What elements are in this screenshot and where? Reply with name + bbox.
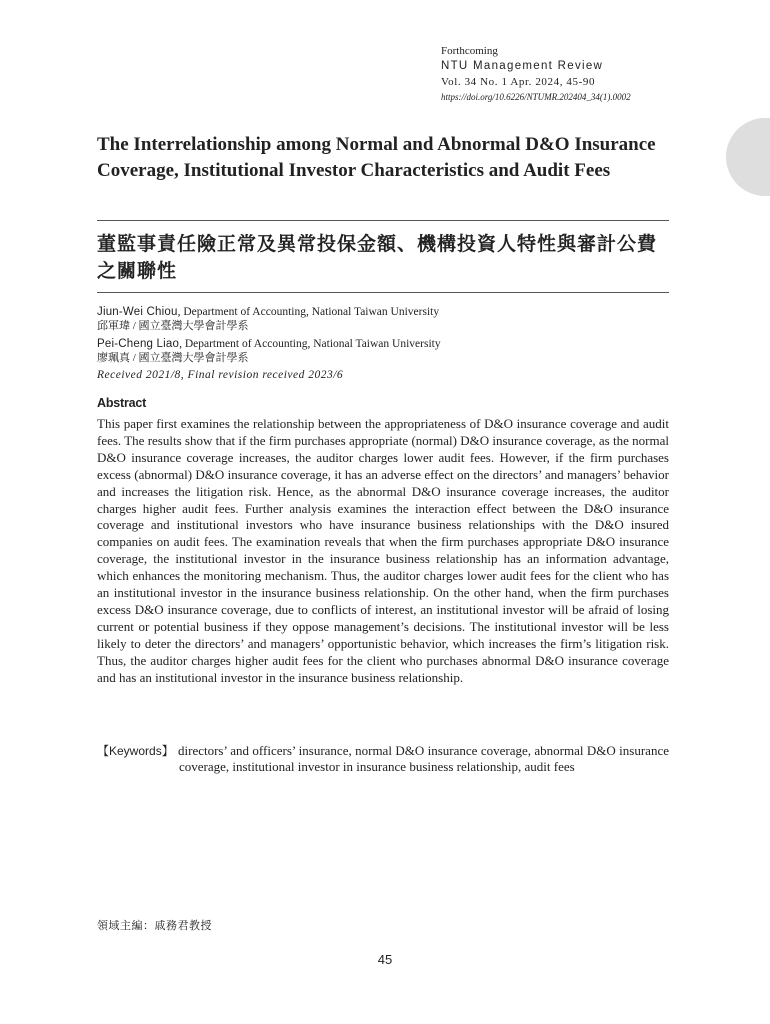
keywords-text: directors’ and officers’ insurance, normal D&O insurance coverage, abnormal D&O insurance coverage, institutional investor in insurance business relationship, audit fees [178,743,669,774]
author-1-name: Jiun-Wei Chiou [97,306,178,318]
author-2-affiliation: , Department of Accounting, National Taiwan University [179,338,441,350]
journal-doi: https://doi.org/10.6226/NTUMR.202404_34(1).0002 [441,92,631,102]
author-1-affiliation: , Department of Accounting, National Taiwan University [177,306,440,318]
section-editor: 領域主編：戚務君教授 [97,920,212,932]
title-divider-bottom [97,292,669,293]
paper-title-chinese: 董監事責任險正常及異常投保金額、機構投資人特性與審計公費之關聯性 [97,234,658,282]
author-2-name: Pei-Cheng Liao [97,338,180,350]
title-divider-top [97,220,669,221]
received-dates: Received 2021/8, Final revision received 2023/6 [97,369,344,381]
author-1-name-chinese: 邱軍瑋 / 國立臺灣大學會計學系 [97,320,249,332]
decorative-side-tab [726,118,770,196]
author-2 [97,337,441,351]
abstract-heading: Abstract [97,396,147,410]
journal-header [441,44,741,104]
author-1 [97,305,439,319]
abstract-text: This paper first examines the relationship between the appropriateness of D&O insurance coverage and audit fees. The results show that if the firm purchases appropriate (normal) D&O insurance coverage, as the normal D&O insurance coverage increases, the auditor charges lower audit fees. However, if the firm purchases excess (abnormal) D&O insurance coverage, it has an adverse effect on the directors’ and managers’ behavior and increases the litigation risk. Hence, as the abnormal D&O insurance coverage increases, the auditor charges higher audit fees. Further analysis examines the interaction effect between the D&O insurance coverage and institutional investors who have insurance business relationships with the D&O insured companies on audit fees. The examination reveals that when the firm purchases appropriate D&O insurance coverage, the institutional investor in the insurance business relationship has an information advantage, which enhances the monitoring mechanism. Thus, the auditor charges lower audit fees for the client who has an institutional investor in the insurance business relationship. On the other hand, when the firm purchases excess D&O insurance coverage, due to conflicts of interest, an institutional investor will be afraid of losing current or potential business if they oppose management’s decisions. The institutional investor will be less likely to deter the directors’ and managers’ opportunistic behavior, which increases the firm’s litigation risk. Thus, the auditor charges higher audit fees for the client who purchases abnormal D&O insurance coverage and has an institutional investor in the insurance business relationship. [97,416,669,685]
keywords-label: 【Keywords】 [97,744,174,758]
paper-title-english: The Interrelationship among Normal and Abnormal D&O Insurance Coverage, Institutional Investor Characteristics and Audit Fees [97,134,656,181]
author-2-name-chinese: 廖珮真 / 國立臺灣大學會計學系 [97,352,249,364]
journal-status: Forthcoming [441,45,498,57]
journal-name: NTU Management Review [441,60,604,72]
page-number: 45 [377,952,393,967]
journal-volume: Vol. 34 No. 1 Apr. 2024, 45-90 [441,76,596,88]
